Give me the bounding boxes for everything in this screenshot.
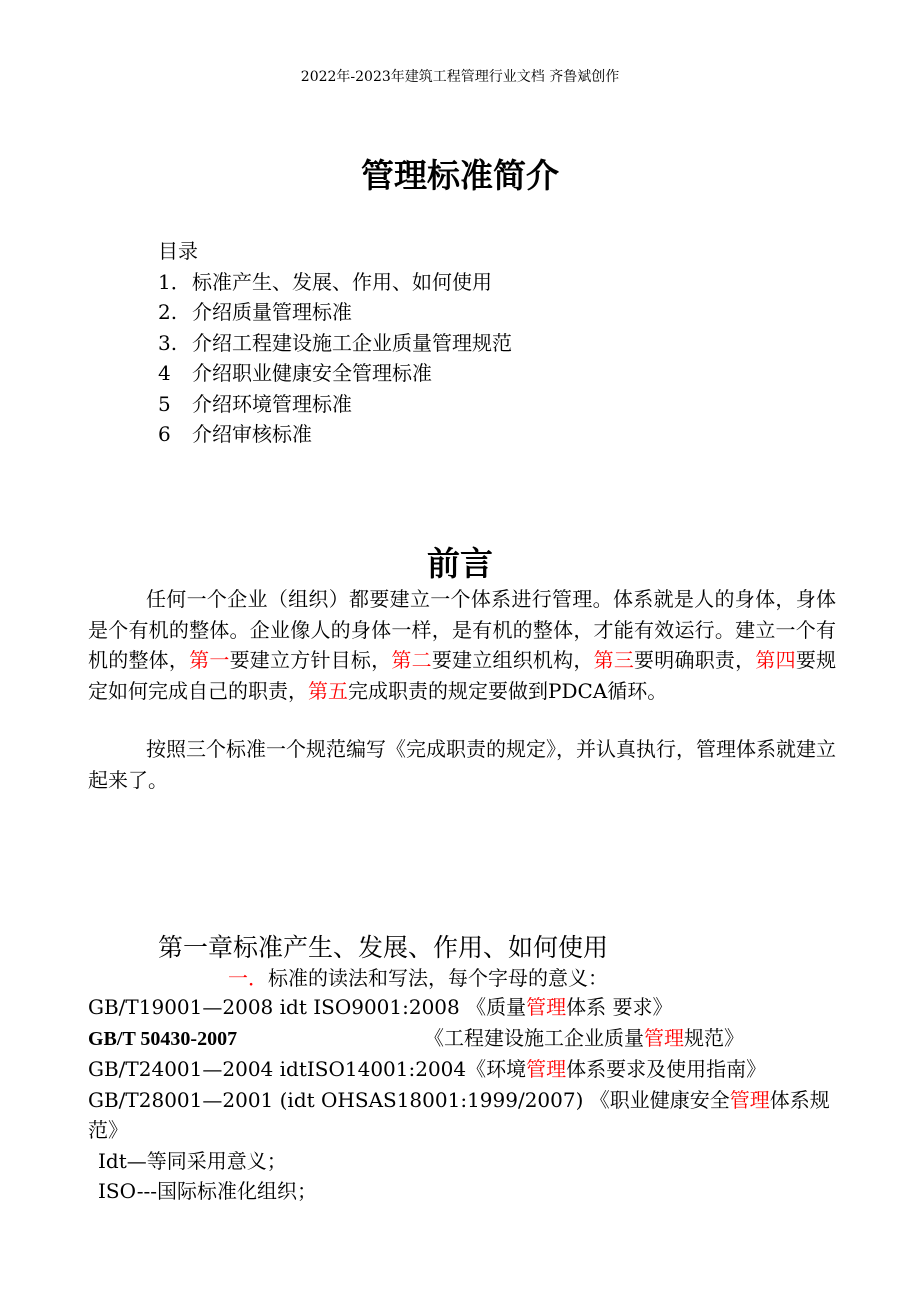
preface-title: 前言 xyxy=(427,544,493,583)
standard-ref-iso9001: GB/T19001—2008 idt ISO9001:2008 《质量管理体系 要求》 xyxy=(88,995,673,1019)
toc-item: 4 介绍职业健康安全管理标准 xyxy=(158,361,432,385)
toc-item: 2. 介绍质量管理标准 xyxy=(158,300,352,324)
page-header: 2022年-2023年建筑工程管理行业文档 齐鲁斌创作 xyxy=(300,69,620,85)
preface-paragraph-1: 任何一个企业（组织）都要建立一个体系进行管理。体系就是人的身体，身体是个有机的整体。企业像人的身体一样，是有机的整体，才能有效运行。建立一个有机的整体，第一要建立方针目标，第二要建立组织机构，第三要明确职责，第四要规定如何完成自己的职责，第五完成职责的规定要做到PDCA循环。 xyxy=(88,587,837,703)
toc-heading: 目录 xyxy=(158,239,198,263)
standards-list xyxy=(88,992,848,1207)
chapter-title: 第一章标准产生、发展、作用、如何使用 xyxy=(158,933,609,962)
definition-iso: ISO---国际标准化组织； xyxy=(98,1179,318,1203)
toc-item: 5 介绍环境管理标准 xyxy=(158,391,352,416)
toc-item: 3. 介绍工程建设施工企业质量管理规范 xyxy=(158,330,512,355)
standard-ref-50430: GB/T 50430-2007 《工程建设施工企业质量管理规范》 xyxy=(88,1025,744,1050)
definition-idt: Idt—等同采用意义； xyxy=(98,1148,287,1173)
document-title: 管理标准简介 xyxy=(361,156,559,195)
section-heading: 一．标准的读法和写法，每个字母的意义： xyxy=(228,966,608,990)
toc-item: 1．标准产生、发展、作用、如何使用 xyxy=(158,269,492,294)
standard-ref-ohsas: GB/T28001—2001 (idt OHSAS18001:1999/2007) 《职业健康安全管理体系规范》 xyxy=(88,1087,830,1142)
preface-paragraph-2: 按照三个标准一个规范编写《完成职责的规定》，并认真执行，管理体系就建立起来了。 xyxy=(88,737,836,792)
toc-item: 6 介绍审核标准 xyxy=(158,422,312,446)
table-of-contents xyxy=(158,236,512,450)
standard-ref-iso14001: GB/T24001—2004 idtISO14001:2004《环境管理体系要求及使用指南》 xyxy=(88,1057,767,1081)
